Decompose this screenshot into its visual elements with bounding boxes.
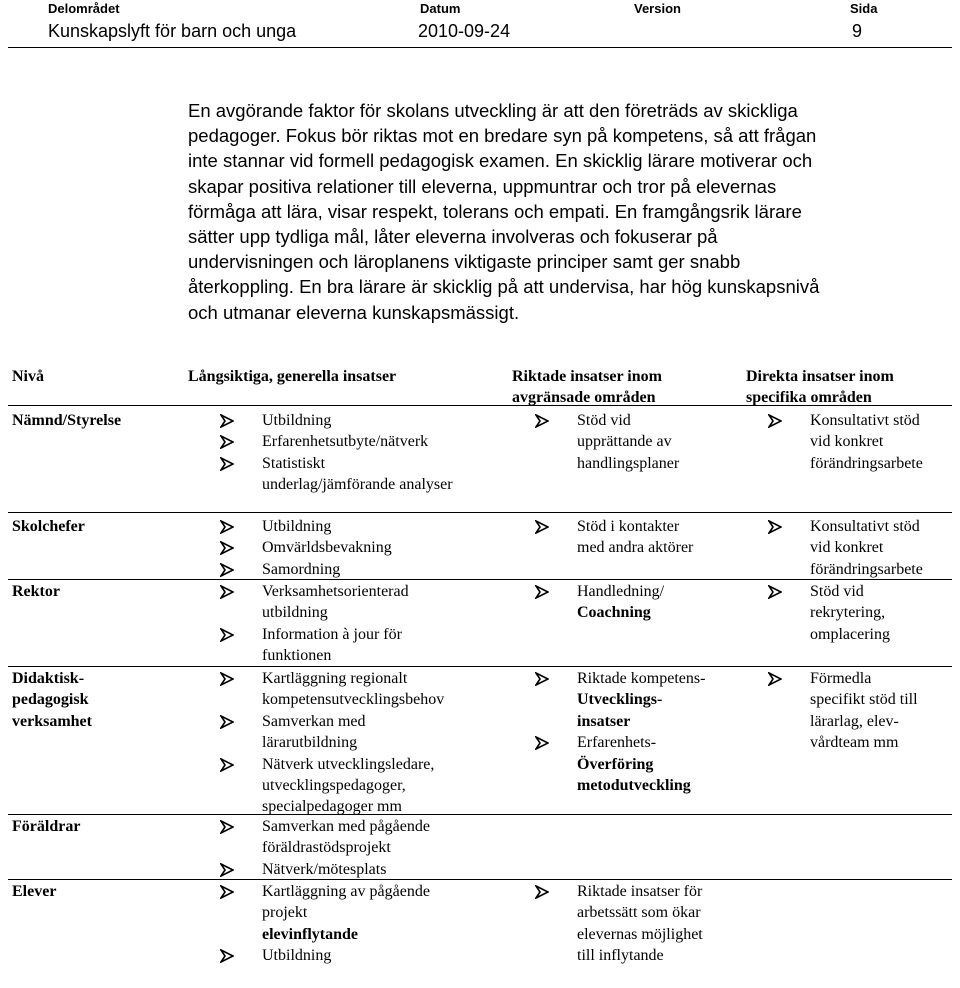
cell-text-line: Utbildning	[262, 947, 332, 965]
cell-text-line: elevernas möjlighet	[577, 925, 703, 943]
cell-text-line: pedagogisk	[12, 691, 89, 709]
list-item	[503, 581, 723, 624]
cell-text-line: med andra aktörer	[577, 539, 694, 557]
cell-text-line: Coachning	[577, 604, 651, 622]
targeted-didactic	[503, 668, 723, 796]
header-label-date: Datum	[420, 1, 461, 16]
arrow-bullet-icon	[535, 516, 549, 534]
cell-text-line: lärarutbildning	[262, 734, 358, 752]
cell-text-line: Föräldrar	[12, 818, 81, 835]
arrow-bullet-icon	[220, 945, 234, 963]
intro-paragraph	[188, 98, 908, 325]
cell-text-line: Erfarenhets-	[577, 734, 657, 752]
row-rule	[8, 666, 952, 667]
list-item	[188, 754, 488, 818]
intro-line: sätter upp tydliga mål, låter eleverna involveras och fokuserar på	[188, 226, 718, 248]
cell-text-line: arbetssätt som ökar	[577, 904, 701, 922]
table-header-rule	[8, 405, 952, 406]
level-board	[12, 410, 162, 431]
cell-text-line: omplacering	[810, 625, 890, 643]
cell-text-line: Utvecklings-	[577, 691, 663, 709]
arrow-bullet-icon	[220, 881, 234, 899]
list-item	[188, 816, 488, 859]
arrow-bullet-icon	[220, 581, 234, 599]
general-students	[188, 881, 488, 967]
targeted-students	[503, 881, 723, 967]
list-item	[188, 711, 488, 754]
level-parents	[12, 816, 162, 837]
col-header-general	[188, 366, 488, 387]
cell-text-line: avgränsade områden	[512, 389, 656, 407]
general-school-heads	[188, 516, 488, 580]
cell-text-line: vårdteam mm	[810, 734, 899, 752]
level-students	[12, 881, 162, 902]
arrow-bullet-icon	[535, 410, 549, 428]
list-item	[188, 881, 488, 945]
cell-text-line: Utbildning	[262, 412, 332, 429]
cell-text-line: funktionen	[262, 647, 332, 665]
arrow-bullet-icon	[220, 668, 234, 686]
cell-text-line: Utbildning	[262, 518, 332, 535]
header-label-page: Sida	[850, 1, 878, 16]
cell-text-line: insatser	[577, 712, 631, 730]
arrow-bullet-icon	[220, 516, 234, 534]
cell-text-line: Nätverk/mötesplats	[262, 860, 387, 878]
list-item	[188, 668, 488, 711]
intro-line: återkoppling. En bra lärare är skicklig på att undervisa, har hög kunskapsnivå	[188, 276, 820, 298]
cell-text-line: Förmedla	[810, 670, 872, 687]
cell-text-line: elevinflytande	[262, 925, 358, 943]
cell-text-line: till inflytande	[577, 947, 664, 965]
cell-text-line: Rektor	[12, 583, 60, 600]
cell-text-line: upprättande av	[577, 433, 672, 451]
cell-text-line: Verksamhetsorienterad	[262, 583, 409, 600]
cell-text-line: Riktade kompetens-	[577, 670, 706, 687]
list-item	[738, 668, 958, 754]
list-item	[738, 581, 958, 645]
cell-text-line: Nivå	[12, 368, 44, 385]
cell-text-line: Konsultativt stöd	[810, 518, 920, 535]
cell-text-line: Didaktisk-	[12, 670, 85, 687]
cell-text-line: förändringsarbete	[810, 454, 923, 472]
arrow-bullet-icon	[220, 559, 234, 577]
cell-text-line: Konsultativt stöd	[810, 412, 920, 429]
targeted-school-heads	[503, 516, 723, 559]
intro-line: skapar positiva relationer till eleverna, uppmuntrar och tror på elevernas	[188, 175, 777, 197]
intro-line: pedagoger. Fokus bör riktas mot en bredare syn på kompetens, så att frågan	[188, 125, 817, 147]
list-item	[188, 410, 488, 431]
arrow-bullet-icon	[220, 711, 234, 729]
arrow-bullet-icon	[220, 537, 234, 555]
targeted-board	[503, 410, 723, 474]
cell-text-line: Skolchefer	[12, 518, 85, 535]
list-item	[503, 881, 723, 967]
arrow-bullet-icon	[768, 668, 782, 686]
row-rule	[8, 579, 952, 580]
list-item	[188, 559, 488, 580]
cell-text-line: vid konkret	[810, 539, 884, 557]
cell-text-line: Överföring	[577, 755, 654, 773]
cell-text-line: specifika områden	[746, 389, 872, 407]
arrow-bullet-icon	[220, 859, 234, 877]
intro-line: En avgörande faktor för skolans utveckling är att den företräds av skickliga	[188, 100, 798, 121]
list-item	[503, 516, 723, 559]
row-rule	[8, 512, 952, 513]
general-parents	[188, 816, 488, 880]
cell-text-line: verksamhet	[12, 712, 92, 730]
intro-line: och utmanar eleverna kunskapsmässigt.	[188, 301, 520, 323]
arrow-bullet-icon	[768, 516, 782, 534]
intro-line: förmåga att lära, visar respekt, tolerans och empati. En framgångsrik lärare	[188, 200, 802, 222]
col-header-level	[12, 366, 162, 387]
header-value-date: 2010-09-24	[418, 21, 511, 41]
general-didactic	[188, 668, 488, 818]
list-item	[188, 516, 488, 537]
arrow-bullet-icon	[220, 624, 234, 642]
cell-text-line: Direkta insatser inom	[746, 368, 894, 385]
direct-school-heads	[738, 516, 958, 580]
arrow-bullet-icon	[535, 581, 549, 599]
header-label-part: Delområdet	[48, 1, 120, 16]
cell-text-line: handlingsplaner	[577, 454, 680, 472]
cell-text-line: Långsiktiga, generella insatser	[188, 368, 397, 385]
cell-text-line: projekt	[262, 904, 308, 922]
intro-line: inte stannar vid formell pedagogisk examen. En skicklig lärare motiverar och	[188, 150, 813, 172]
list-item	[188, 581, 488, 624]
arrow-bullet-icon	[535, 668, 549, 686]
level-didactic	[12, 668, 162, 732]
general-principal	[188, 581, 488, 667]
direct-board	[738, 410, 958, 474]
level-principal	[12, 581, 162, 602]
cell-text-line: Riktade insatser inom	[512, 368, 662, 385]
level-school-heads	[12, 516, 162, 537]
cell-text-line: vid konkret	[810, 433, 884, 451]
header-value-part: Kunskapslyft för barn och unga	[48, 21, 297, 41]
cell-text-line: Stöd i kontakter	[577, 518, 680, 535]
list-item	[188, 859, 488, 880]
cell-text-line: utvecklingspedagoger,	[262, 777, 406, 795]
list-item	[188, 945, 488, 966]
row-rule	[8, 814, 952, 815]
list-item	[188, 537, 488, 558]
arrow-bullet-icon	[768, 410, 782, 428]
cell-text-line: lärarlag, elev-	[810, 712, 899, 730]
cell-text-line: föräldrastödsprojekt	[262, 839, 391, 857]
row-rule	[8, 879, 952, 880]
cell-text-line: specifikt stöd till	[810, 691, 918, 709]
cell-text-line: underlag/jämförande analyser	[262, 476, 453, 494]
cell-text-line: metodutveckling	[577, 777, 691, 795]
page-header	[0, 0, 960, 48]
arrow-bullet-icon	[535, 732, 549, 750]
cell-text-line: Nätverk utvecklingsledare,	[262, 755, 435, 773]
cell-text-line: Stöd vid	[810, 583, 864, 600]
list-item	[503, 732, 723, 796]
arrow-bullet-icon	[768, 581, 782, 599]
cell-text-line: Omvärldsbevakning	[262, 539, 392, 557]
cell-text-line: Erfarenhetsutbyte/nätverk	[262, 433, 429, 451]
direct-didactic	[738, 668, 958, 754]
list-item	[188, 431, 488, 452]
cell-text-line: utbildning	[262, 604, 328, 622]
cell-text-line: Statistiskt	[262, 454, 326, 472]
targeted-principal	[503, 581, 723, 624]
cell-text-line: Stöd vid	[577, 412, 631, 429]
cell-text-line: rekrytering,	[810, 604, 886, 622]
arrow-bullet-icon	[220, 410, 234, 428]
list-item	[503, 668, 723, 732]
cell-text-line: specialpedagoger mm	[262, 798, 402, 816]
cell-text-line: förändringsarbete	[810, 560, 923, 578]
cell-text-line: Kartläggning av pågående	[262, 883, 430, 900]
list-item	[188, 624, 488, 667]
list-item	[503, 410, 723, 474]
header-label-version: Version	[634, 1, 681, 16]
col-header-direct	[746, 366, 960, 409]
general-board	[188, 410, 488, 496]
cell-text-line: kompetensutvecklingsbehov	[262, 691, 445, 709]
header-value-page: 9	[852, 21, 863, 41]
arrow-bullet-icon	[220, 816, 234, 834]
intro-line: undervisningen och läroplanens viktigaste principer samt ger snabb	[188, 251, 741, 273]
cell-text-line: Riktade insatser för	[577, 883, 703, 900]
header-divider	[8, 47, 952, 48]
cell-text-line: Samverkan med pågående	[262, 818, 430, 835]
cell-text-line: Elever	[12, 883, 57, 900]
list-item	[738, 516, 958, 580]
cell-text-line: Nämnd/Styrelse	[12, 412, 122, 429]
cell-text-line: Samverkan med	[262, 712, 366, 730]
cell-text-line: Samordning	[262, 560, 341, 578]
arrow-bullet-icon	[535, 881, 549, 899]
cell-text-line: Handledning/	[577, 583, 665, 600]
list-item	[738, 410, 958, 474]
col-header-targeted	[512, 366, 732, 409]
cell-text-line: Kartläggning regionalt	[262, 670, 408, 687]
list-item	[188, 453, 488, 496]
direct-principal	[738, 581, 958, 645]
cell-text-line: Information à jour för	[262, 625, 402, 643]
arrow-bullet-icon	[220, 431, 234, 449]
arrow-bullet-icon	[220, 754, 234, 772]
arrow-bullet-icon	[220, 453, 234, 471]
